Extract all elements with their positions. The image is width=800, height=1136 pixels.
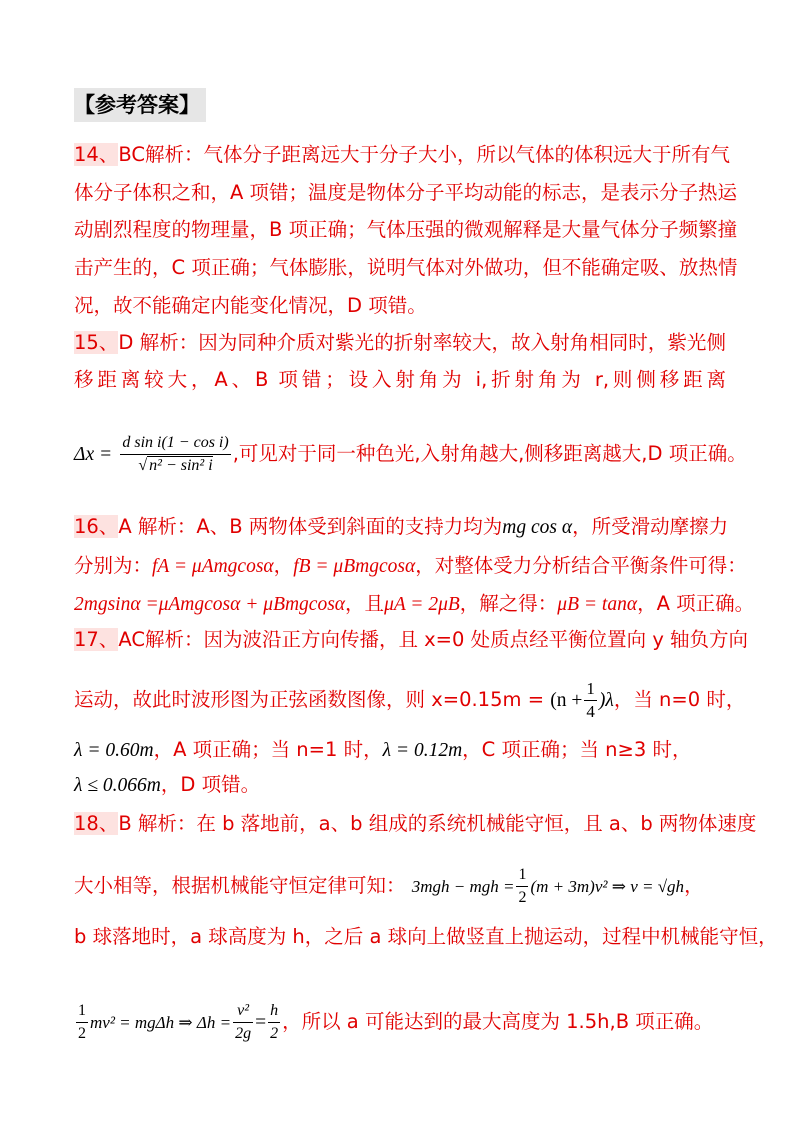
q18-math-post: (m + 3m)v² ⇒ v = √gh — [530, 877, 685, 896]
sqrt-symbol: √ — [138, 457, 148, 474]
q18-line-3: b 球落地时，a 球高度为 h，之后 a 球向上做竖直上抛运动，过程中机械能守恒， — [74, 925, 778, 948]
q15-formula-radicand: n² − sin² i — [149, 457, 213, 474]
q18-f2-den: 2g — [235, 1025, 252, 1042]
q17-fraction-den: 4 — [586, 702, 595, 721]
answer-heading: 【参考答案】 — [74, 88, 206, 122]
q16-number: 16、 — [74, 515, 119, 538]
q18-line-1 — [74, 811, 757, 837]
q15-formula-denominator — [120, 455, 230, 477]
q18-fraction-1 — [76, 1000, 88, 1045]
q18-f3-num: h — [268, 1000, 280, 1023]
q17-text-3b: ，C 项正确；当 n≥3 时， — [462, 738, 692, 761]
q18-line-4 — [74, 998, 713, 1047]
q18-f2-num: v² — [233, 1000, 253, 1023]
q17-text-3a: ，A 项正确；当 n=1 时， — [153, 738, 383, 761]
q15-formula — [120, 432, 230, 477]
q14-line-5: 况，故不能确定内能变化情况，D 项错。 — [74, 294, 427, 317]
q18-line-2 — [74, 862, 704, 911]
q18-number: 18、 — [74, 812, 119, 835]
q15-formula-numerator: d sin i(1 − cos i) — [120, 432, 230, 455]
q17-math-lambda3: λ ≤ 0.066m — [74, 775, 161, 796]
q15-eq-lhs: Δx = — [74, 444, 113, 465]
q14-line-1 — [74, 142, 730, 168]
q17-fraction — [584, 678, 597, 723]
q17-math-lambda2: λ = 0.12m — [382, 740, 463, 761]
q14-line-4: 击产生的，C 项正确；气体膨胀，说明气体对外做功，但不能确定吸、放热情 — [74, 256, 738, 279]
q18-math-energy: mv² = mgΔh ⇒ Δh = — [90, 1013, 232, 1032]
q18-fraction-num: 1 — [516, 864, 528, 887]
q16-math-mu-relation: μA = 2μB — [384, 594, 460, 615]
q17-line-4 — [74, 772, 260, 799]
q16-line-1 — [74, 514, 729, 541]
q16-math-fa: fA = μAmgcosα — [152, 556, 274, 577]
q18-f1-num: 1 — [76, 1000, 88, 1023]
q16-text-2s: ， — [273, 554, 294, 577]
q18-f1-den: 2 — [78, 1025, 86, 1042]
q15-line-2: 移距离较大，A、B 项错；设入射角为 i,折射角为 r,则侧移距离 — [74, 368, 726, 391]
q16-math-balance: 2mgsinα =μAmgcosα + μBmgcosα — [74, 594, 346, 615]
q17-math-post: )λ — [598, 690, 614, 711]
q18-text-1: B 解析：在 b 落地前，a、b 组成的系统机械能守恒，且 a、b 两物体速度 — [118, 812, 757, 835]
q18-fraction-half — [516, 864, 528, 909]
q14-text-1: BC解析：气体分子距离远大于分子大小，所以气体的体积远大于所有气 — [118, 143, 730, 166]
q16-math-normal-force: mg cos α — [502, 517, 573, 538]
q16-text-2b: ，对整体受力分析结合平衡条件可得： — [415, 554, 747, 577]
q17-text-2b: ，当 n=0 时， — [613, 688, 746, 711]
q16-math-mu-result: μB = tanα — [557, 594, 638, 615]
q18-text-2a: 大小相等，根据机械能守恒定律可知： — [74, 874, 406, 897]
q14-line-3: 动剧烈程度的物理量，B 项正确；气体压强的微观解释是大量气体分子频繁撞 — [74, 218, 738, 241]
q17-text-1: AC解析：因为波沿正方向传播，且 x=0 处质点经平衡位置向 y 轴负方向 — [118, 628, 749, 651]
q15-line-1 — [74, 330, 726, 356]
q18-fraction-2 — [233, 1000, 253, 1045]
q17-number: 17、 — [74, 628, 119, 651]
q18-fraction-den: 2 — [518, 889, 527, 906]
q18-fraction-3 — [268, 1000, 280, 1045]
q15-text-3: ,可见对于同一种色光,入射角越大,侧移距离越大,D 项正确。 — [232, 442, 747, 465]
q17-math-pre: (n + — [550, 690, 583, 711]
q17-line-1 — [74, 627, 749, 653]
q17-math-lambda1: λ = 0.60m — [74, 740, 154, 761]
q16-line-2 — [74, 553, 747, 580]
q17-line-2 — [74, 676, 745, 725]
q18-f3-den: 2 — [270, 1025, 279, 1042]
q16-text-3c: ，A 项正确。 — [637, 592, 755, 615]
q16-text-1a: A 解析：A、B 两物体受到斜面的支持力均为 — [118, 515, 503, 538]
q17-text-2a: 运动，故此时波形图为正弦函数图像，则 x=0.15m = — [74, 688, 545, 711]
q16-line-3 — [74, 591, 754, 618]
q16-text-3a: ，且 — [345, 592, 385, 615]
q16-text-3b: ，解之得： — [459, 592, 558, 615]
q17-fraction-num: 1 — [584, 678, 597, 701]
q18-equals: = — [255, 1012, 267, 1033]
q18-math-pre: 3mgh − mgh = — [411, 877, 515, 896]
q15-text-1: D 解析：因为同种介质对紫光的折射率较大，故入射角相同时，紫光侧 — [118, 331, 726, 354]
q15-number: 15、 — [74, 331, 119, 354]
q16-text-1b: ，所受滑动摩擦力 — [572, 515, 729, 538]
q15-line-3 — [74, 432, 747, 477]
q14-number: 14、 — [74, 143, 119, 166]
q16-text-2a: 分别为： — [74, 554, 153, 577]
q18-text-2b: ， — [684, 874, 704, 897]
q14-line-2: 体分子体积之和，A 项错；温度是物体分子平均动能的标志，是表示分子热运 — [74, 181, 738, 204]
q17-text-4a: ，D 项错。 — [160, 773, 261, 796]
q18-text-4b: ，所以 a 可能达到的最大高度为 1.5h,B 项正确。 — [282, 1010, 714, 1033]
q16-math-fb: fB = μBmgcosα — [293, 556, 416, 577]
q17-line-3 — [74, 737, 692, 764]
